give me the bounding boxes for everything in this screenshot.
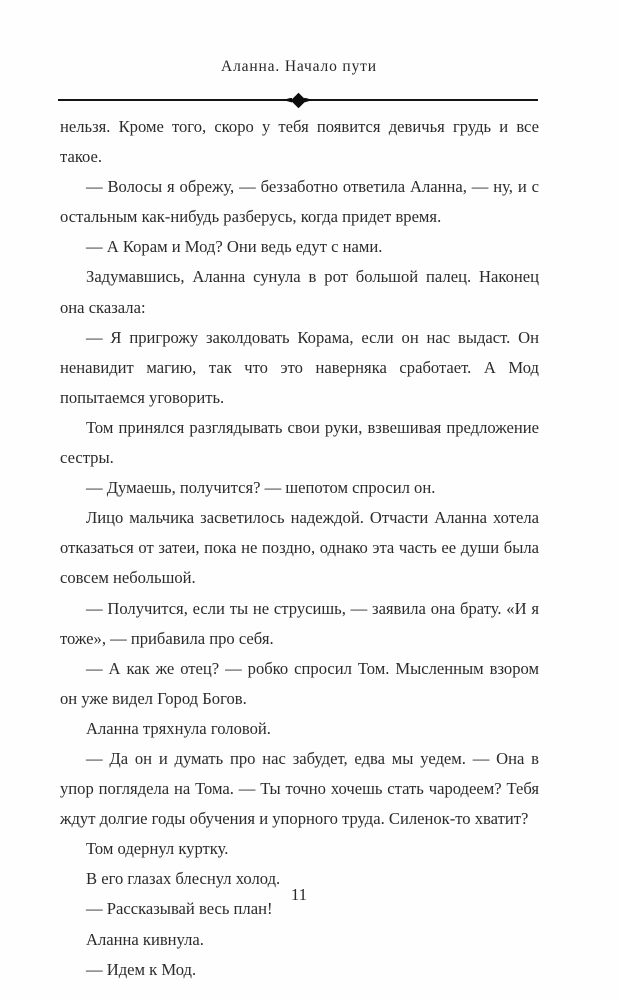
paragraph: — Идем к Мод.: [86, 959, 197, 979]
page-number: 11: [290, 885, 308, 904]
body-text: [60, 112, 539, 985]
ornamental-rule: [58, 93, 538, 107]
paragraph: — Волосы я обрежу, — беззаботно ответила Аланна, — ну, и с остальным как-нибудь разберусь, когда придет время.: [60, 177, 539, 227]
paragraph: — Думаешь, получится? — шепотом спросил он.: [86, 478, 436, 498]
paragraph: — А Корам и Мод? Они ведь едут с нами.: [86, 237, 383, 257]
paragraph: — А как же отец? — робко спросил Том. Мысленным взором он уже видел Город Богов.: [60, 658, 539, 708]
paragraph: — Да он и думать про нас забудет, едва мы уедем. — Она в упор поглядела на Тома. — Ты точно хочешь стать чародеем? Тебя ждут долгие годы обучения и упорного труда. Силенок-то хватит?: [60, 748, 539, 829]
paragraph: Аланна тряхнула головой.: [86, 718, 271, 738]
paragraph: — Я пригрожу заколдовать Корама, если он нас выдаст. Он ненавидит магию, так что это наверняка сработает. А Мод попытаемся уговорить.: [60, 327, 539, 407]
paragraph: нельзя. Кроме того, скоро у тебя появится девичья грудь и все такое.: [60, 117, 539, 167]
paragraph: В его глазах блеснул холод.: [86, 869, 281, 889]
paragraph: — Получится, если ты не струсишь, — заявила она брату. «И я тоже», — прибавила про себя.: [60, 598, 539, 648]
paragraph: Лицо мальчика засветилось надеждой. Отчасти Аланна хотела отказаться от затеи, пока не поздно, однако эта часть ее души была совсем небольшой.: [60, 508, 539, 588]
diamond-ornament-icon: [290, 92, 306, 108]
paragraph: Том принялся разглядывать свои руки, взвешивая предложение сестры.: [60, 417, 539, 468]
paragraph: Том одернул куртку.: [86, 839, 229, 859]
paragraph: — Рассказывай весь план!: [86, 899, 273, 919]
running-head: Аланна. Начало пути: [221, 58, 377, 75]
paragraph: Задумавшись, Аланна сунула в рот большой палец. Наконец она сказала:: [60, 267, 539, 317]
paragraph: Аланна кивнула.: [86, 929, 204, 949]
